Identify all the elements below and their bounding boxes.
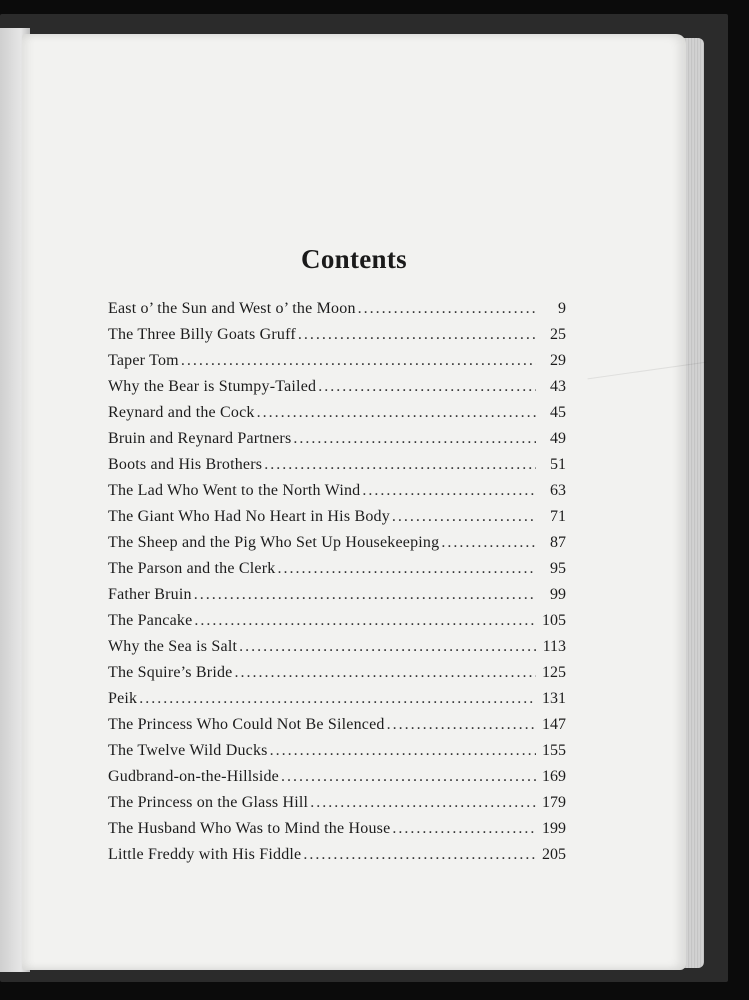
dot-leader [310,790,536,816]
book-page [22,34,686,970]
toc-entry-title: The Three Billy Goats Gruff [108,326,296,343]
dot-leader [293,426,536,452]
dot-leader [257,400,536,426]
page-title: Contents [301,244,407,274]
toc-entry-title: The Pancake [108,612,193,629]
toc-entry [108,504,566,530]
dot-leader [239,634,536,660]
toc-entry [108,764,566,790]
toc-entry [108,608,566,634]
toc-entry-title: Reynard and the Cock [108,404,255,421]
toc-entry-page-number: 147 [542,716,566,733]
dot-leader [139,686,536,712]
toc-entry-title: Gudbrand-on-the-Hillside [108,768,279,785]
toc-entry-title: The Princess Who Could Not Be Silenced [108,716,385,733]
toc-entry-page-number: 49 [550,430,566,447]
toc-entry [108,426,566,452]
toc-entry [108,738,566,764]
dot-leader [270,738,536,764]
toc-entry [108,322,566,348]
toc-entry [108,530,566,556]
toc-entry-title: Bruin and Reynard Partners [108,430,292,447]
dot-leader [281,764,536,790]
table-of-contents [108,296,566,868]
toc-entry-page-number: 87 [550,534,566,551]
toc-entry-title: Little Freddy with His Fiddle [108,846,302,863]
toc-entry-title: Father Bruin [108,586,192,603]
toc-entry [108,374,566,400]
toc-entry-title: The Sheep and the Pig Who Set Up Housekeeping [108,534,440,551]
toc-entry-title: The Lad Who Went to the North Wind [108,482,361,499]
toc-entry-title: Peik [108,690,138,707]
toc-entry-page-number: 113 [542,638,566,655]
toc-entry [108,686,566,712]
toc-entry-page-number: 29 [550,352,566,369]
toc-entry-title: The Husband Who Was to Mind the House [108,820,391,837]
toc-entry-page-number: 95 [550,560,566,577]
toc-entry-page-number: 71 [550,508,566,525]
toc-entry-title: Taper Tom [108,352,179,369]
toc-entry-title: The Twelve Wild Ducks [108,742,268,759]
toc-entry-page-number: 131 [542,690,566,707]
toc-entry-page-number: 45 [550,404,566,421]
toc-entry [108,556,566,582]
dot-leader [298,322,536,348]
toc-entry-page-number: 9 [558,300,566,317]
dot-leader [303,842,536,868]
dot-leader [194,582,536,608]
toc-entry-title: Boots and His Brothers [108,456,263,473]
dot-leader [362,478,536,504]
dot-leader [234,660,536,686]
toc-entry-title: The Parson and the Clerk [108,560,276,577]
toc-entry-title: Why the Bear is Stumpy-Tailed [108,378,317,395]
toc-entry-page-number: 63 [550,482,566,499]
toc-entry-page-number: 199 [542,820,566,837]
dot-leader [181,348,536,374]
toc-entry-page-number: 25 [550,326,566,343]
dot-leader [194,608,536,634]
toc-entry [108,660,566,686]
toc-entry-page-number: 105 [542,612,566,629]
toc-entry-title: The Giant Who Had No Heart in His Body [108,508,390,525]
toc-entry-title: Why the Sea is Salt [108,638,238,655]
dot-leader [264,452,536,478]
toc-entry-page-number: 125 [542,664,566,681]
toc-entry [108,348,566,374]
dot-leader [387,712,536,738]
toc-entry-page-number: 205 [542,846,566,863]
toc-entry-title: The Squire’s Bride [108,664,233,681]
toc-entry [108,842,566,868]
toc-entry-page-number: 169 [542,768,566,785]
toc-entry [108,400,566,426]
dot-leader [358,296,536,322]
toc-entry [108,452,566,478]
dot-leader [441,530,536,556]
toc-entry-page-number: 155 [542,742,566,759]
toc-entry-title: East o’ the Sun and West o’ the Moon [108,300,356,317]
toc-entry [108,790,566,816]
toc-entry [108,634,566,660]
toc-entry [108,712,566,738]
toc-entry [108,582,566,608]
toc-entry-page-number: 99 [550,586,566,603]
dot-leader [318,374,536,400]
toc-entry [108,296,566,322]
dot-leader [392,816,536,842]
toc-entry [108,478,566,504]
dot-leader [392,504,536,530]
toc-entry-page-number: 51 [550,456,566,473]
toc-entry-page-number: 179 [542,794,566,811]
toc-entry [108,816,566,842]
toc-entry-page-number: 43 [550,378,566,395]
toc-entry-title: The Princess on the Glass Hill [108,794,309,811]
dot-leader [277,556,536,582]
